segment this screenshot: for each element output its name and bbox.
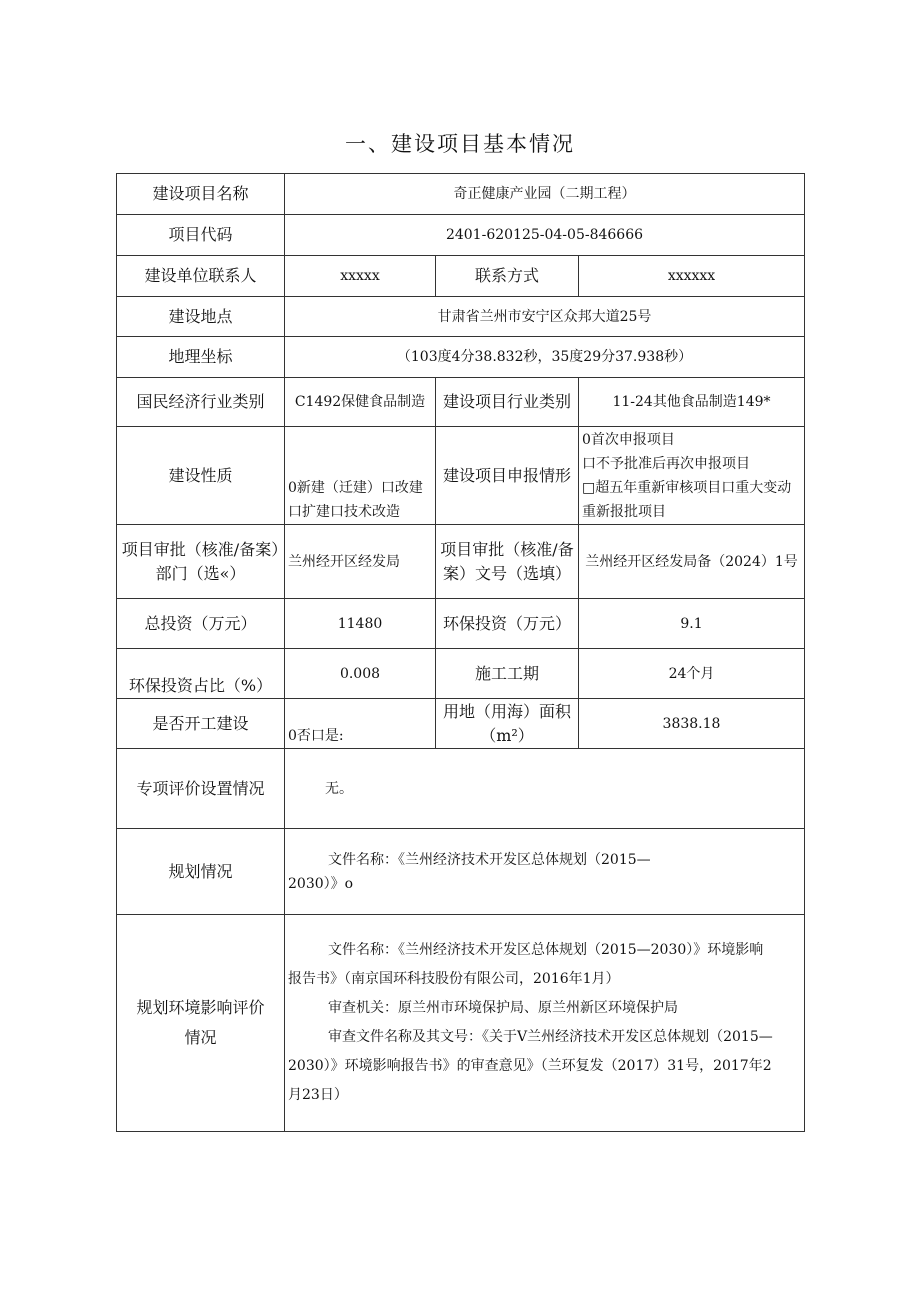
value-project-industry: 11-24其他食品制造149* xyxy=(579,378,805,427)
label-location: 建设地点 xyxy=(117,297,285,337)
value-env-investment: 9.1 xyxy=(579,599,805,649)
row-project-name xyxy=(117,174,805,215)
label-approval-dept: 项目审批（核准/备案）部门（选«） xyxy=(117,525,285,599)
value-env-ratio: 0.008 xyxy=(285,649,436,699)
row-location xyxy=(117,297,805,337)
eia-text-line: 审查文件名称及其文号：《关于V兰州经济技术开发区总体规划（2015— xyxy=(328,1029,773,1045)
row-investment xyxy=(117,599,805,649)
value-contact-method: xxxxxx xyxy=(579,256,805,297)
value-coordinates: （103度4分38.832秒，35度29分37.938秒） xyxy=(285,337,805,378)
label-approval-no: 项目审批（核准/备案）文号（选填） xyxy=(436,525,579,599)
value-approval-no: 兰州经开区经发局备（2024）1号 xyxy=(579,525,805,599)
value-project-name: 奇正健康产业园（二期工程） xyxy=(285,174,805,215)
label-project-code: 项目代码 xyxy=(117,215,285,256)
label-contact-method: 联系方式 xyxy=(436,256,579,297)
row-started xyxy=(117,699,805,749)
row-contact xyxy=(117,256,805,297)
row-planning-eia xyxy=(117,915,805,1132)
label-industry: 国民经济行业类别 xyxy=(117,378,285,427)
value-project-code: 2401-620125-04-05-846666 xyxy=(285,215,805,256)
label-env-investment: 环保投资（万元） xyxy=(436,599,579,649)
eia-text-line: 2030）》环境影响报告书》的审查意见》（兰环复发（2017）31号，2017年2 xyxy=(288,1058,772,1074)
value-planning xyxy=(285,829,805,915)
label-total-investment: 总投资（万元） xyxy=(117,599,285,649)
value-contact-person: xxxxx xyxy=(285,256,436,297)
planning-text-line: 文件名称：《兰州经济技术开发区总体规划（2015— xyxy=(328,851,651,868)
value-industry: C1492保健食品制造 xyxy=(285,378,436,427)
label-construction-period: 施工工期 xyxy=(436,649,579,699)
value-declaration xyxy=(579,427,805,525)
declaration-option: 0首次申报项目 xyxy=(582,431,675,448)
planning-text-line: 2030）》o xyxy=(288,875,354,892)
value-location: 甘肃省兰州市安宁区众邦大道25号 xyxy=(285,297,805,337)
value-started: 0否口是: xyxy=(285,699,436,749)
value-land-area: 3838.18 xyxy=(579,699,805,749)
row-ratio xyxy=(117,649,805,699)
label-started: 是否开工建设 xyxy=(117,699,285,749)
value-planning-eia xyxy=(285,915,805,1132)
value-total-investment: 11480 xyxy=(285,599,436,649)
label-env-ratio: 环保投资占比（%） xyxy=(117,649,285,699)
value-approval-dept: 兰州经开区经发局 xyxy=(285,525,436,599)
label-planning-eia xyxy=(117,915,285,1132)
label-coordinates: 地理坐标 xyxy=(117,337,285,378)
declaration-option: 口不予批准后再次申报项目 xyxy=(582,455,750,472)
label-nature: 建设性质 xyxy=(117,427,285,525)
value-construction-period: 24个月 xyxy=(579,649,805,699)
declaration-option: □超五年重新审核项目口重大变动重新报批项目 xyxy=(582,479,792,520)
label-declaration: 建设项目申报情形 xyxy=(436,427,579,525)
row-project-code xyxy=(117,215,805,256)
eia-text-line: 月23日） xyxy=(288,1087,348,1103)
row-coordinates xyxy=(117,337,805,378)
value-special-eval: 无。 xyxy=(285,749,805,829)
eia-text-line: 审查机关：原兰州市环境保护局、原兰州新区环境保护局 xyxy=(328,1000,678,1016)
page-title: 一、建设项目基本情况 xyxy=(345,132,575,156)
label-land-area: 用地（用海）面积（m²） xyxy=(436,699,579,749)
label-project-name: 建设项目名称 xyxy=(117,174,285,215)
label-contact-person: 建设单位联系人 xyxy=(117,256,285,297)
row-approval xyxy=(117,525,805,599)
row-special-eval xyxy=(117,749,805,829)
project-info-table xyxy=(116,173,805,1132)
label-project-industry: 建设项目行业类别 xyxy=(436,378,579,427)
label-special-eval: 专项评价设置情况 xyxy=(117,749,285,829)
row-industry xyxy=(117,378,805,427)
eia-text-line: 报告书》（南京国环科技股份有限公司，2016年1月） xyxy=(288,971,620,987)
eia-text-line: 文件名称：《兰州经济技术开发区总体规划（2015—2030）》环境影响 xyxy=(328,942,764,958)
row-planning xyxy=(117,829,805,915)
label-planning-eia-text: 规划环境影响评价情况 xyxy=(136,998,265,1047)
value-nature: 0新建（迁建）口改建口扩建口技术改造 xyxy=(285,427,436,525)
label-planning: 规划情况 xyxy=(117,829,285,915)
row-nature xyxy=(117,427,805,525)
